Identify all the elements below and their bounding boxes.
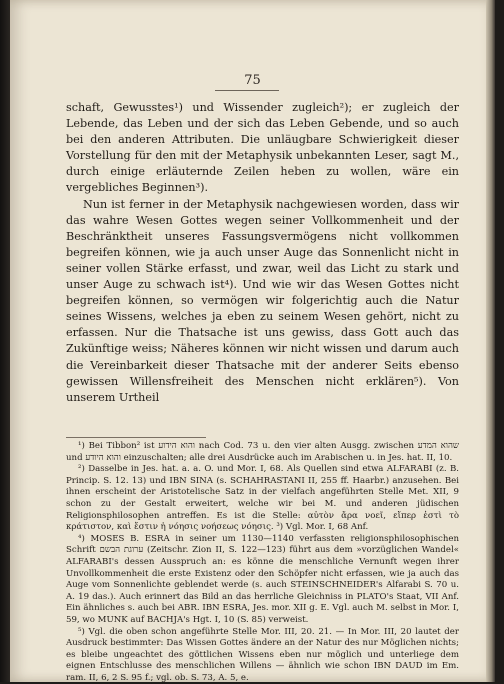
paragraph-2: Nun ist ferner in der Metaphysik nachgewiesen worden, dass wir das wahre Wesen Gottes wegen seiner Vollkommenheit und der Beschränktheit unseres Fassungsvermögens nicht vollkommen begreifen können, wie ja auch unser Auge das Sonnenlicht nicht in seiner vollen Stärke erfasst, und zwar, weil das Licht zu stark und unser Auge zu schwach ist⁴). Und wie wir das Wesen Gottes nicht begreifen können, so vermögen wir folgerichtig auch die Natur seines Wissens, welches ja eben zu seinem Wesen gehört, nicht zu erfassen. Nur die Thatsache ist uns gewiss, dass Gott auch das Zukünftige weiss; Näheres können wir nicht wissen und darum auch die Vereinbarkeit dieser Thatsache mit der anderer Seits ebenso gewissen Willensfreiheit des Menschen nicht erklären⁵). Von unserem Urtheil	[66, 197, 459, 406]
footnote-1: ¹) Bei Tibbon² ist והוא הידוע nach Cod. 73 u. den vier alten Ausgg. zwischen שהוא המדע und והוא היודע einzuschalten; alle drei Ausdrücke auch im Arabischen u. in Jes. hat. II, 10.	[66, 441, 459, 464]
page-edge-shadow	[486, 0, 495, 682]
book-gutter-shadow	[0, 0, 10, 682]
footnote-5: ⁵) Vgl. die oben schon angeführte Stelle Mor. III, 20. 21. — In Mor. III, 20 lautet der Ausdruck bestimmter: Das Wissen Gottes ändere an der Natur des nur Möglichen nichts; es bleibe ungeachtet des göttlichen Wissens eben nur möglich und unterliege dem eignen Entschlusse des menschlichen Willens — ähnlich wie schon IBN DAUD im Em. ram. II, 6, 2 S. 95 f.; vgl. ob. S. 73, A. 5, e.	[66, 627, 459, 684]
page-number-rule	[215, 90, 279, 91]
footnote-4: ⁴) MOSES B. ESRA in seiner um 1130—1140 verfassten religionsphilosophischen Schrift ערוגת הבשם (Zeitschr. Zion II, S. 122—123) führt aus dem »vorzüglichen Wandel« ALFARABI's dessen Ausspruch an: es könne die menschliche Vernunft wegen ihrer Unvollkommenheit die erste Existenz oder den Schöpfer nicht erfassen, wie ja auch das Auge vom Sonnenlichte geblendet werde (s. auch STEINSCHNEIDER's Alfarabi S. 70 u. A. 19 das.). Auch erinnert das Bild an das herrliche Gleichniss in PLATO's Staat, VII Anf. Ein ähnliches s. auch bei ABR. IBN ESRA, Jes. mor. XII g. E. Vgl. auch M. selbst in Mor. I, 59, wo MUNK auf BACHJA's Hgt. I, 10 (S. 85) verweist.	[66, 534, 459, 627]
book-page	[10, 0, 495, 682]
footnote-2-3: ²) Dasselbe in Jes. hat. a. a. O. und Mor. I, 68. Als Quellen sind etwa ALFARABI (z. B. Princip. S. 12. 13) und IBN SINA (s. SCHAHRASTANI II, 255 ff. Haarbr.) anzusehen. Bei ihnen erscheint der Aristotelische Satz in der vielfach angeführten Stelle Met. XII, 9 schon zu der Gestalt erweitert, welche wir bei M. und anderen jüdischen Religionsphilosophen antreffen. Es ist die Stelle: αὑτὸν ἄρα νοεῖ, εἴπερ ἐστὶ τὸ κράτιστον, καὶ ἔστιν ἡ νόησις νοήσεως νόησις. ³) Vgl. Mor. I, 68 Anf.	[66, 464, 459, 534]
footnote-separator	[66, 437, 206, 438]
paragraph-1: schaft, Gewusstes¹) und Wissender zugleich²); er zugleich der Lebende, das Leben und der sich das Leben Gebende, und so auch bei den anderen Attributen. Die unläugbare Schwierigkeit dieser Vorstellung für den mit der Metaphysik unbekannten Leser, sagt M., durch einige erläuternde Zeilen heben zu wollen, wäre ein vergebliches Beginnen³).	[66, 100, 459, 197]
main-text	[66, 100, 459, 406]
footnotes	[66, 441, 459, 684]
page-number: 75	[10, 73, 495, 88]
